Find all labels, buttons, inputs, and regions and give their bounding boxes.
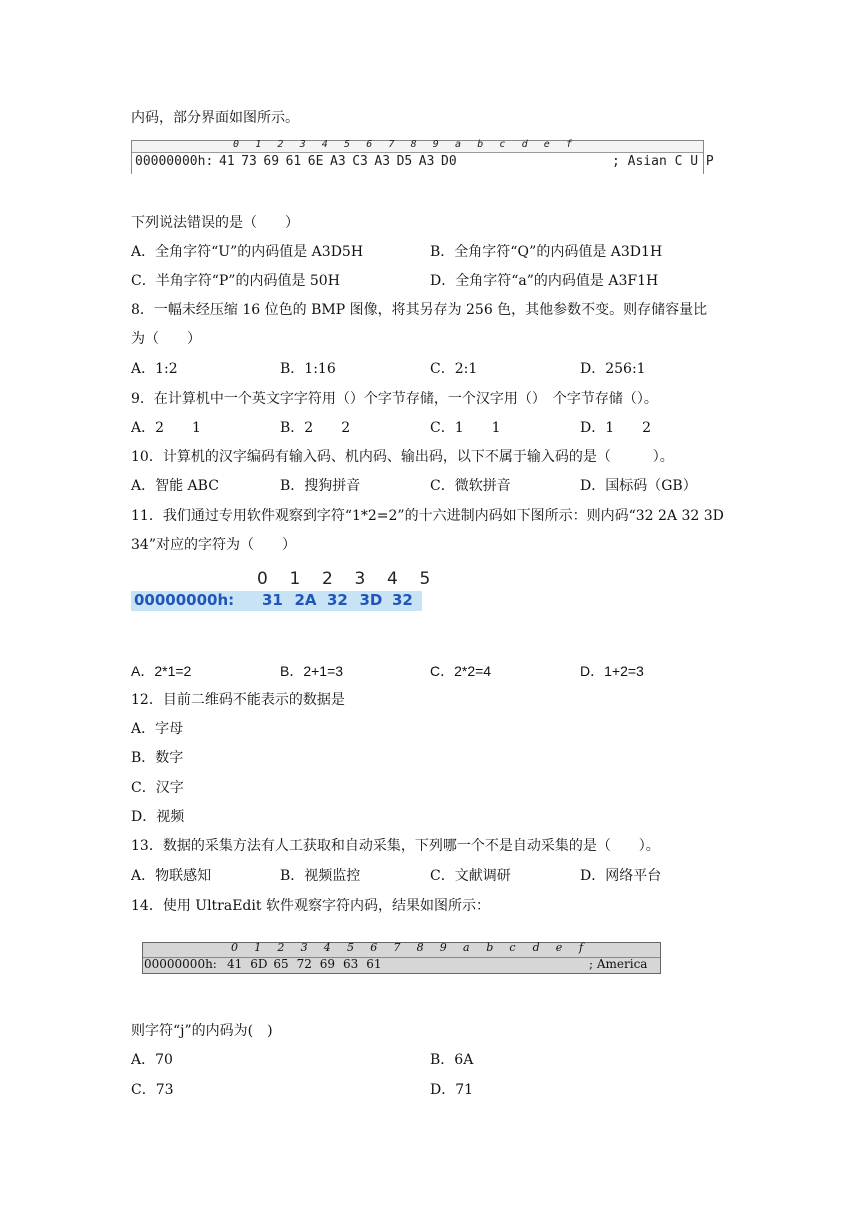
hex-column-label: 4 bbox=[323, 941, 331, 954]
hex-byte: 32 bbox=[327, 591, 348, 609]
question-11-stem-line2: 34”对应的字符为（ ） bbox=[131, 537, 296, 553]
hex-header bbox=[143, 943, 660, 958]
hex-column-label: e bbox=[555, 941, 563, 954]
hex-column-label: 2 bbox=[322, 569, 333, 589]
q12-option-d: D．视频 bbox=[131, 809, 185, 825]
question-14-followup: 则字符“j”的内码为( ) bbox=[131, 1023, 273, 1039]
hex-header bbox=[131, 569, 431, 591]
q9-option-b: B．2 2 bbox=[280, 420, 351, 436]
hex-byte: 69 bbox=[263, 154, 280, 169]
q14-option-a: A．70 bbox=[131, 1052, 173, 1068]
hex-byte: 41 bbox=[227, 957, 243, 971]
hex-column-label: 5 bbox=[419, 569, 431, 589]
q7-option-a: A．全角字符“U”的内码值是 A3D5H bbox=[131, 244, 364, 260]
q13-option-d: D．网络平台 bbox=[580, 868, 662, 884]
hex-column-label: 2 bbox=[277, 941, 285, 954]
q9-option-a: A．2 1 bbox=[131, 420, 201, 436]
hex-viewer-america bbox=[142, 942, 661, 974]
hex-header bbox=[132, 141, 703, 153]
hex-byte: A3 bbox=[330, 154, 346, 169]
q8-option-c: C．2:1 bbox=[430, 361, 478, 377]
hex-column-label: 1 bbox=[254, 941, 262, 954]
question-9-stem: 9．在计算机中一个英文字字符用（）个字节存储，一个汉字用（） 个字节存储（）。 bbox=[131, 391, 658, 407]
hex-row bbox=[132, 153, 714, 174]
q9-option-c: C．1 1 bbox=[430, 420, 501, 436]
hex-byte: 6E bbox=[307, 154, 324, 169]
hex-byte: 65 bbox=[273, 957, 289, 971]
hex-byte: A3 bbox=[418, 154, 435, 169]
hex-column-label: 0 bbox=[231, 941, 238, 954]
question-12-stem: 12．目前二维码不能表示的数据是 bbox=[131, 692, 345, 708]
hex-byte: 61 bbox=[285, 154, 302, 169]
intro-line: 内码，部分界面如图所示。 bbox=[131, 110, 299, 126]
question-8-stem-line1: 8．一幅未经压缩 16 位色的 BMP 图像，将其另存为 256 色，其他参数不变。则存储容量比 bbox=[131, 302, 708, 318]
hex-offset: 00000000h: bbox=[134, 591, 235, 609]
q7-option-b: B．全角字符“Q”的内码值是 A3D1H bbox=[430, 244, 663, 260]
hex-ascii-preview: ; Asian C U P bbox=[612, 154, 714, 169]
q8-option-d: D．256:1 bbox=[580, 361, 646, 377]
q11-option-a: A．2*1=2 bbox=[131, 663, 192, 679]
hex-byte: 73 bbox=[241, 154, 257, 169]
hex-column-label: 9 bbox=[432, 139, 439, 150]
hex-viewer-formula bbox=[131, 569, 431, 613]
hex-column-label: a bbox=[455, 139, 462, 150]
q13-option-c: C．文献调研 bbox=[430, 868, 511, 884]
hex-column-label: 0 bbox=[257, 569, 268, 589]
hex-column-label: 1 bbox=[289, 569, 301, 589]
q9-option-d: D．1 2 bbox=[580, 420, 652, 436]
hex-column-label: 2 bbox=[277, 139, 284, 150]
hex-byte: 63 bbox=[343, 957, 359, 971]
q12-option-c: C．汉字 bbox=[131, 780, 184, 796]
hex-column-label: 8 bbox=[410, 139, 417, 150]
q11-option-c: C．2*2=4 bbox=[430, 663, 492, 679]
question-8-stem-line2: 为（ ） bbox=[131, 331, 201, 347]
hex-ascii-preview: ; America bbox=[589, 957, 648, 971]
hex-column-label: 4 bbox=[321, 139, 328, 150]
hex-viewer-asian-cup bbox=[131, 139, 714, 174]
question-14-stem: 14．使用 UltraEdit 软件观察字符内码，结果如图所示： bbox=[131, 898, 490, 914]
hex-byte: 2A bbox=[294, 591, 317, 609]
hex-column-label: 9 bbox=[439, 941, 447, 954]
hex-byte: C3 bbox=[352, 154, 368, 169]
hex-byte: 6D bbox=[250, 957, 268, 971]
hex-column-label: 1 bbox=[255, 139, 262, 150]
hex-byte: A3 bbox=[374, 154, 391, 169]
hex-byte: 32 bbox=[392, 591, 413, 609]
question-10-stem: 10．计算机的汉字编码有输入码、机内码、输出码，以下不属于输入码的是（ ）。 bbox=[131, 449, 674, 465]
hex-column-label: 5 bbox=[344, 139, 351, 150]
hex-column-label: d bbox=[521, 139, 528, 150]
q12-option-a: A．字母 bbox=[131, 721, 184, 737]
hex-column-label: f bbox=[566, 139, 573, 150]
hex-column-label: 8 bbox=[416, 941, 424, 954]
q14-option-c: C．73 bbox=[131, 1082, 174, 1098]
hex-column-label: 6 bbox=[366, 139, 373, 150]
hex-row bbox=[131, 591, 422, 611]
hex-row bbox=[143, 958, 660, 974]
hex-byte: D0 bbox=[441, 154, 457, 169]
q10-option-b: B．搜狗拼音 bbox=[280, 478, 361, 494]
hex-column-label: 4 bbox=[387, 569, 398, 589]
hex-column-label: a bbox=[463, 941, 470, 954]
q12-option-b: B．数字 bbox=[131, 750, 184, 766]
q11-option-b: B．2+1=3 bbox=[280, 663, 344, 679]
hex-byte: 69 bbox=[319, 957, 336, 971]
hex-column-label: 3 bbox=[354, 569, 366, 589]
hex-byte: 61 bbox=[366, 957, 382, 971]
q7-option-d: D．全角字符“a”的内码值是 A3F1H bbox=[430, 273, 659, 289]
q7-option-c: C．半角字符“P”的内码值是 50H bbox=[131, 273, 340, 289]
hex-column-label: c bbox=[509, 941, 516, 954]
hex-column-label: 5 bbox=[347, 941, 354, 954]
q10-option-d: D．国标码（GB） bbox=[580, 478, 697, 494]
question-11-stem-line1: 11．我们通过专用软件观察到字符“1*2=2”的十六进制内码如下图所示：则内码“32 2A 32 3D bbox=[131, 508, 724, 524]
q14-option-b: B．6A bbox=[430, 1052, 474, 1068]
hex-column-label: d bbox=[532, 941, 540, 954]
q14-option-d: D．71 bbox=[430, 1082, 474, 1098]
q10-option-a: A．智能 ABC bbox=[131, 478, 219, 494]
hex-column-label: f bbox=[579, 941, 584, 954]
hex-column-label: 7 bbox=[393, 941, 401, 954]
q13-option-a: A．物联感知 bbox=[131, 868, 212, 884]
hex-column-label: b bbox=[486, 941, 494, 954]
hex-column-label: 6 bbox=[370, 941, 378, 954]
hex-byte: D5 bbox=[396, 154, 413, 169]
hex-column-label: 7 bbox=[388, 139, 395, 150]
q13-option-b: B．视频监控 bbox=[280, 868, 361, 884]
hex-column-label: e bbox=[543, 139, 550, 150]
hex-byte: 3D bbox=[359, 591, 383, 609]
q8-option-b: B．1:16 bbox=[280, 361, 336, 377]
question-13-stem: 13．数据的采集方法有人工获取和自动采集，下列哪一个不是自动采集的是（ ）。 bbox=[131, 838, 660, 854]
hex-column-label: 3 bbox=[300, 941, 308, 954]
hex-column-label: b bbox=[477, 139, 484, 150]
hex-column-label: c bbox=[499, 139, 506, 150]
hex-column-label: 3 bbox=[299, 139, 306, 150]
hex-offset: 00000000h: bbox=[144, 957, 217, 971]
question-7-stem: 下列说法错误的是（ ） bbox=[131, 215, 299, 231]
hex-offset: 00000000h: bbox=[135, 154, 214, 169]
q11-option-d: D．1+2=3 bbox=[580, 663, 644, 679]
q10-option-c: C．微软拼音 bbox=[430, 478, 511, 494]
q8-option-a: A．1:2 bbox=[131, 361, 178, 377]
hex-byte: 31 bbox=[262, 591, 283, 609]
hex-byte: 41 bbox=[219, 154, 235, 169]
hex-byte: 72 bbox=[296, 957, 312, 971]
hex-column-label: 0 bbox=[233, 139, 240, 150]
